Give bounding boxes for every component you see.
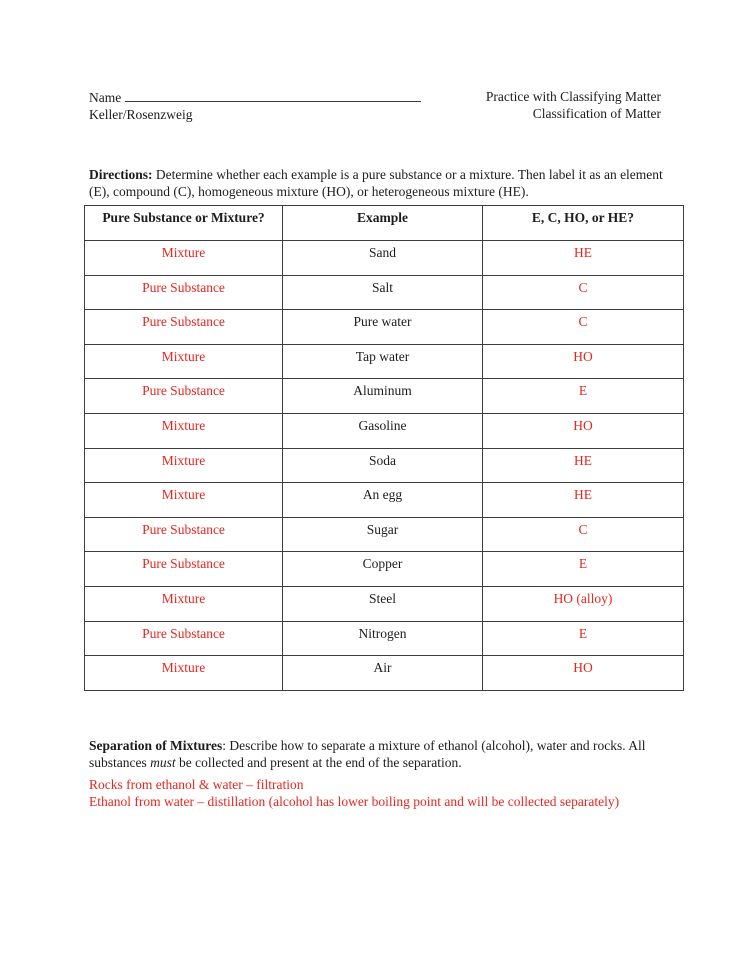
cell-example: Air	[283, 656, 483, 691]
separation-answers	[89, 776, 669, 810]
cell-example: Salt	[283, 275, 483, 310]
cell-answer: HE	[483, 448, 684, 483]
separation-text-2: be collected and present at the end of the separation.	[175, 754, 462, 770]
cell-example: Steel	[283, 586, 483, 621]
name-blank-line	[125, 88, 421, 102]
worksheet-title: Practice with Classifying Matter	[485, 89, 661, 104]
table-row	[85, 413, 684, 448]
cell-example: Tap water	[283, 344, 483, 379]
table-row	[85, 656, 684, 691]
name-line	[89, 88, 421, 106]
directions-text: Determine whether each example is a pure substance or a mixture. Then label it as an element (E), compound (C), homogeneous mixture (HO), or heterogeneous mixture (HE).	[89, 166, 663, 199]
table-row	[85, 344, 684, 379]
separation-paragraph	[89, 737, 669, 771]
cell-classification: Pure Substance	[85, 379, 283, 414]
classification-table	[84, 205, 684, 691]
table-row	[85, 275, 684, 310]
cell-answer: E	[483, 552, 684, 587]
cell-classification: Pure Substance	[85, 275, 283, 310]
answer-line-distillation: Ethanol from water – distillation (alcohol has lower boiling point and will be collected separately)	[89, 794, 620, 809]
doc-header	[89, 88, 661, 123]
cell-classification: Mixture	[85, 448, 283, 483]
cell-classification: Mixture	[85, 586, 283, 621]
teacher-name: Keller/Rosenzweig	[89, 107, 193, 122]
cell-classification: Pure Substance	[85, 310, 283, 345]
cell-classification: Mixture	[85, 656, 283, 691]
table-row	[85, 379, 684, 414]
cell-example: Sand	[283, 241, 483, 276]
header-answer-code: E, C, HO, or HE?	[483, 206, 684, 241]
separation-text-1: : Describe how to separate a mixture of ethanol (alcohol), water and rocks. All substances	[89, 737, 646, 770]
table-row	[85, 448, 684, 483]
cell-example: Gasoline	[283, 413, 483, 448]
name-label: Name	[89, 90, 122, 105]
cell-classification: Pure Substance	[85, 517, 283, 552]
worksheet-subtitle: Classification of Matter	[532, 106, 661, 121]
cell-answer: C	[483, 310, 684, 345]
header-right	[486, 88, 661, 122]
header-left	[89, 88, 421, 123]
directions-label: Directions:	[89, 166, 153, 182]
cell-answer: HO (alloy)	[483, 586, 684, 621]
header-pure-substance-or-mixture: Pure Substance or Mixture?	[85, 206, 283, 241]
table-row	[85, 517, 684, 552]
table-row	[85, 310, 684, 345]
table-row	[85, 552, 684, 587]
separation-italic-must: must	[150, 754, 176, 770]
cell-example: Aluminum	[283, 379, 483, 414]
cell-classification: Mixture	[85, 413, 283, 448]
separation-label: Separation of Mixtures	[89, 737, 223, 753]
cell-classification: Mixture	[85, 344, 283, 379]
cell-answer: HE	[483, 483, 684, 518]
table-header-row	[85, 206, 684, 241]
cell-answer: C	[483, 275, 684, 310]
cell-classification: Mixture	[85, 483, 283, 518]
table-row	[85, 483, 684, 518]
table-row	[85, 621, 684, 656]
cell-example: Pure water	[283, 310, 483, 345]
cell-classification: Mixture	[85, 241, 283, 276]
cell-example: An egg	[283, 483, 483, 518]
directions-paragraph	[89, 166, 667, 200]
cell-answer: E	[483, 621, 684, 656]
header-example: Example	[283, 206, 483, 241]
cell-answer: HO	[483, 413, 684, 448]
cell-example: Sugar	[283, 517, 483, 552]
table-row	[85, 241, 684, 276]
cell-answer: E	[483, 379, 684, 414]
cell-answer: HE	[483, 241, 684, 276]
answer-line-filtration: Rocks from ethanol & water – filtration	[89, 777, 304, 792]
table-row	[85, 586, 684, 621]
cell-classification: Pure Substance	[85, 621, 283, 656]
cell-answer: C	[483, 517, 684, 552]
cell-example: Copper	[283, 552, 483, 587]
cell-answer: HO	[483, 344, 684, 379]
cell-example: Soda	[283, 448, 483, 483]
cell-classification: Pure Substance	[85, 552, 283, 587]
cell-answer: HO	[483, 656, 684, 691]
cell-example: Nitrogen	[283, 621, 483, 656]
